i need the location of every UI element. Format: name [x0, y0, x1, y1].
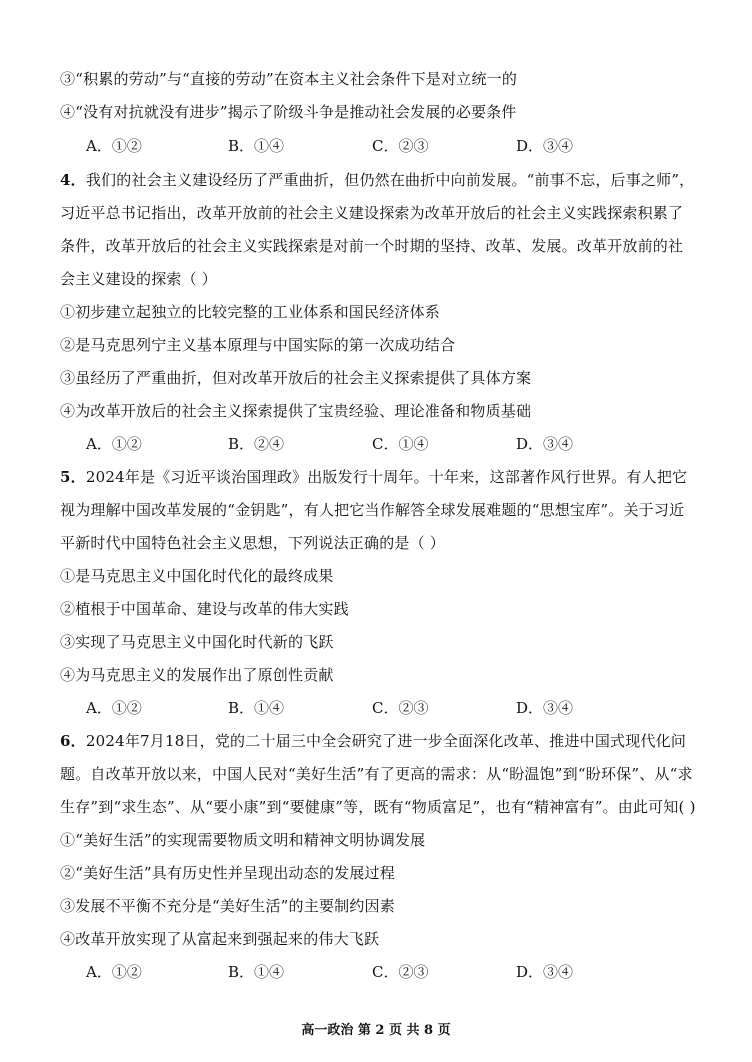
q4-stem-line-1	[60, 170, 700, 190]
q4-statement-3: ③虽经历了严重曲折，但对改革开放后的社会主义探索提供了具体方案	[60, 369, 532, 387]
q6-statement-2: ②“美好生活”具有历史性并呈现出动态的发展过程	[60, 864, 395, 882]
q5-option-b: B．①④	[228, 699, 285, 717]
q5-stem-text-1: 2024年是《习近平谈治国理政》出版发行十周年。十年来，这部著作风行世界。有人把它	[85, 468, 688, 486]
q6-options	[86, 962, 686, 982]
q3-options	[86, 136, 686, 156]
q6-statement-1: ①“美好生活”的实现需要物质文明和精神文明协调发展	[60, 831, 426, 849]
q5-statement-1: ①是马克思主义中国化时代化的最终成果	[60, 567, 334, 585]
q4-option-b: B．②④	[228, 435, 285, 453]
q4-option-d: D．③④	[516, 435, 574, 453]
q5-option-a: A．①②	[86, 699, 142, 717]
q6-stem-line-1	[60, 731, 700, 751]
q3-option-a: A．①②	[86, 137, 142, 155]
q5-options	[86, 698, 686, 718]
q5-statement-4: ④为马克思主义的发展作出了原创性贡献	[60, 666, 334, 684]
q4-statement-4: ④为改革开放后的社会主义探索提供了宝贵经验、理论准备和物质基础	[60, 402, 532, 420]
q4-stem-line-3: 条件，改革开放后的社会主义实践探索是对前一个时期的坚持、改革、发展。改革开放前的社	[60, 237, 684, 255]
q3-option-b: B．①④	[228, 137, 285, 155]
q5-option-c: C．②③	[372, 699, 429, 717]
q5-stem-line-3: 平新时代中国特色社会主义思想，下列说法正确的是（ ）	[60, 534, 445, 552]
q4-number: 4．	[60, 171, 86, 189]
q6-stem-line-2: 题。自改革开放以来，中国人民对“美好生活”有了更高的需求：从“盼温饱”到“盼环保”、从“求	[60, 765, 693, 783]
q6-option-d: D．③④	[516, 963, 574, 981]
q5-statement-3: ③实现了马克思主义中国化时代新的飞跃	[60, 633, 334, 651]
q4-stem-line-2: 习近平总书记指出，改革开放前的社会主义建设探索为改革开放后的社会主义实践探索积累了	[60, 204, 684, 222]
q4-statement-1: ①初步建立起独立的比较完整的工业体系和国民经济体系	[60, 303, 441, 321]
q6-statement-4: ④改革开放实现了从富起来到强起来的伟大飞跃	[60, 930, 380, 948]
q5-number: 5．	[60, 468, 86, 486]
q4-option-a: A．①②	[86, 435, 142, 453]
q4-statement-2: ②是马克思列宁主义基本原理与中国实际的第一次成功结合	[60, 336, 456, 354]
q6-stem-line-3: 生存”到“求生态”、从“要小康”到“要健康”等，既有“物质富足”，也有“精神富有”。由此可知( )	[60, 798, 696, 816]
q6-number: 6．	[60, 732, 86, 750]
q3-option-d: D．③④	[516, 137, 574, 155]
q6-statement-3: ③发展不平衡不充分是“美好生活”的主要制约因素	[60, 897, 395, 915]
q6-option-b: B．①④	[228, 963, 285, 981]
q5-statement-2: ②植根于中国革命、建设与改革的伟大实践	[60, 600, 349, 618]
q5-option-d: D．③④	[516, 699, 574, 717]
q5-stem-line-2: 视为理解中国改革发展的“金钥匙”，有人把它当作解答全球发展难题的“思想宝库”。关于习近	[60, 501, 685, 519]
q3-statement-3: ③“积累的劳动”与“直接的劳动”在资本主义社会条件下是对立统一的	[60, 70, 518, 88]
q4-stem-line-4: 会主义建设的探索（ ）	[60, 270, 217, 288]
q5-stem-line-1	[60, 467, 700, 487]
q3-statement-4: ④“没有对抗就没有进步”揭示了阶级斗争是推动社会发展的必要条件	[60, 103, 517, 121]
q6-stem-text-1: 2024年7月18日，党的二十届三中全会研究了进一步全面深化改革、推进中国式现代化问	[85, 732, 687, 750]
q4-options	[86, 434, 686, 454]
q6-option-c: C．②③	[372, 963, 429, 981]
q4-option-c: C．①④	[372, 435, 429, 453]
page-footer: 高一政治 第 2 页 共 8 页	[301, 1023, 451, 1038]
q6-option-a: A．①②	[86, 963, 142, 981]
q3-option-c: C．②③	[372, 137, 429, 155]
q4-stem-text-1: 我们的社会主义建设经历了严重曲折，但仍然在曲折中向前发展。“前事不忘，后事之师”，	[85, 171, 695, 189]
